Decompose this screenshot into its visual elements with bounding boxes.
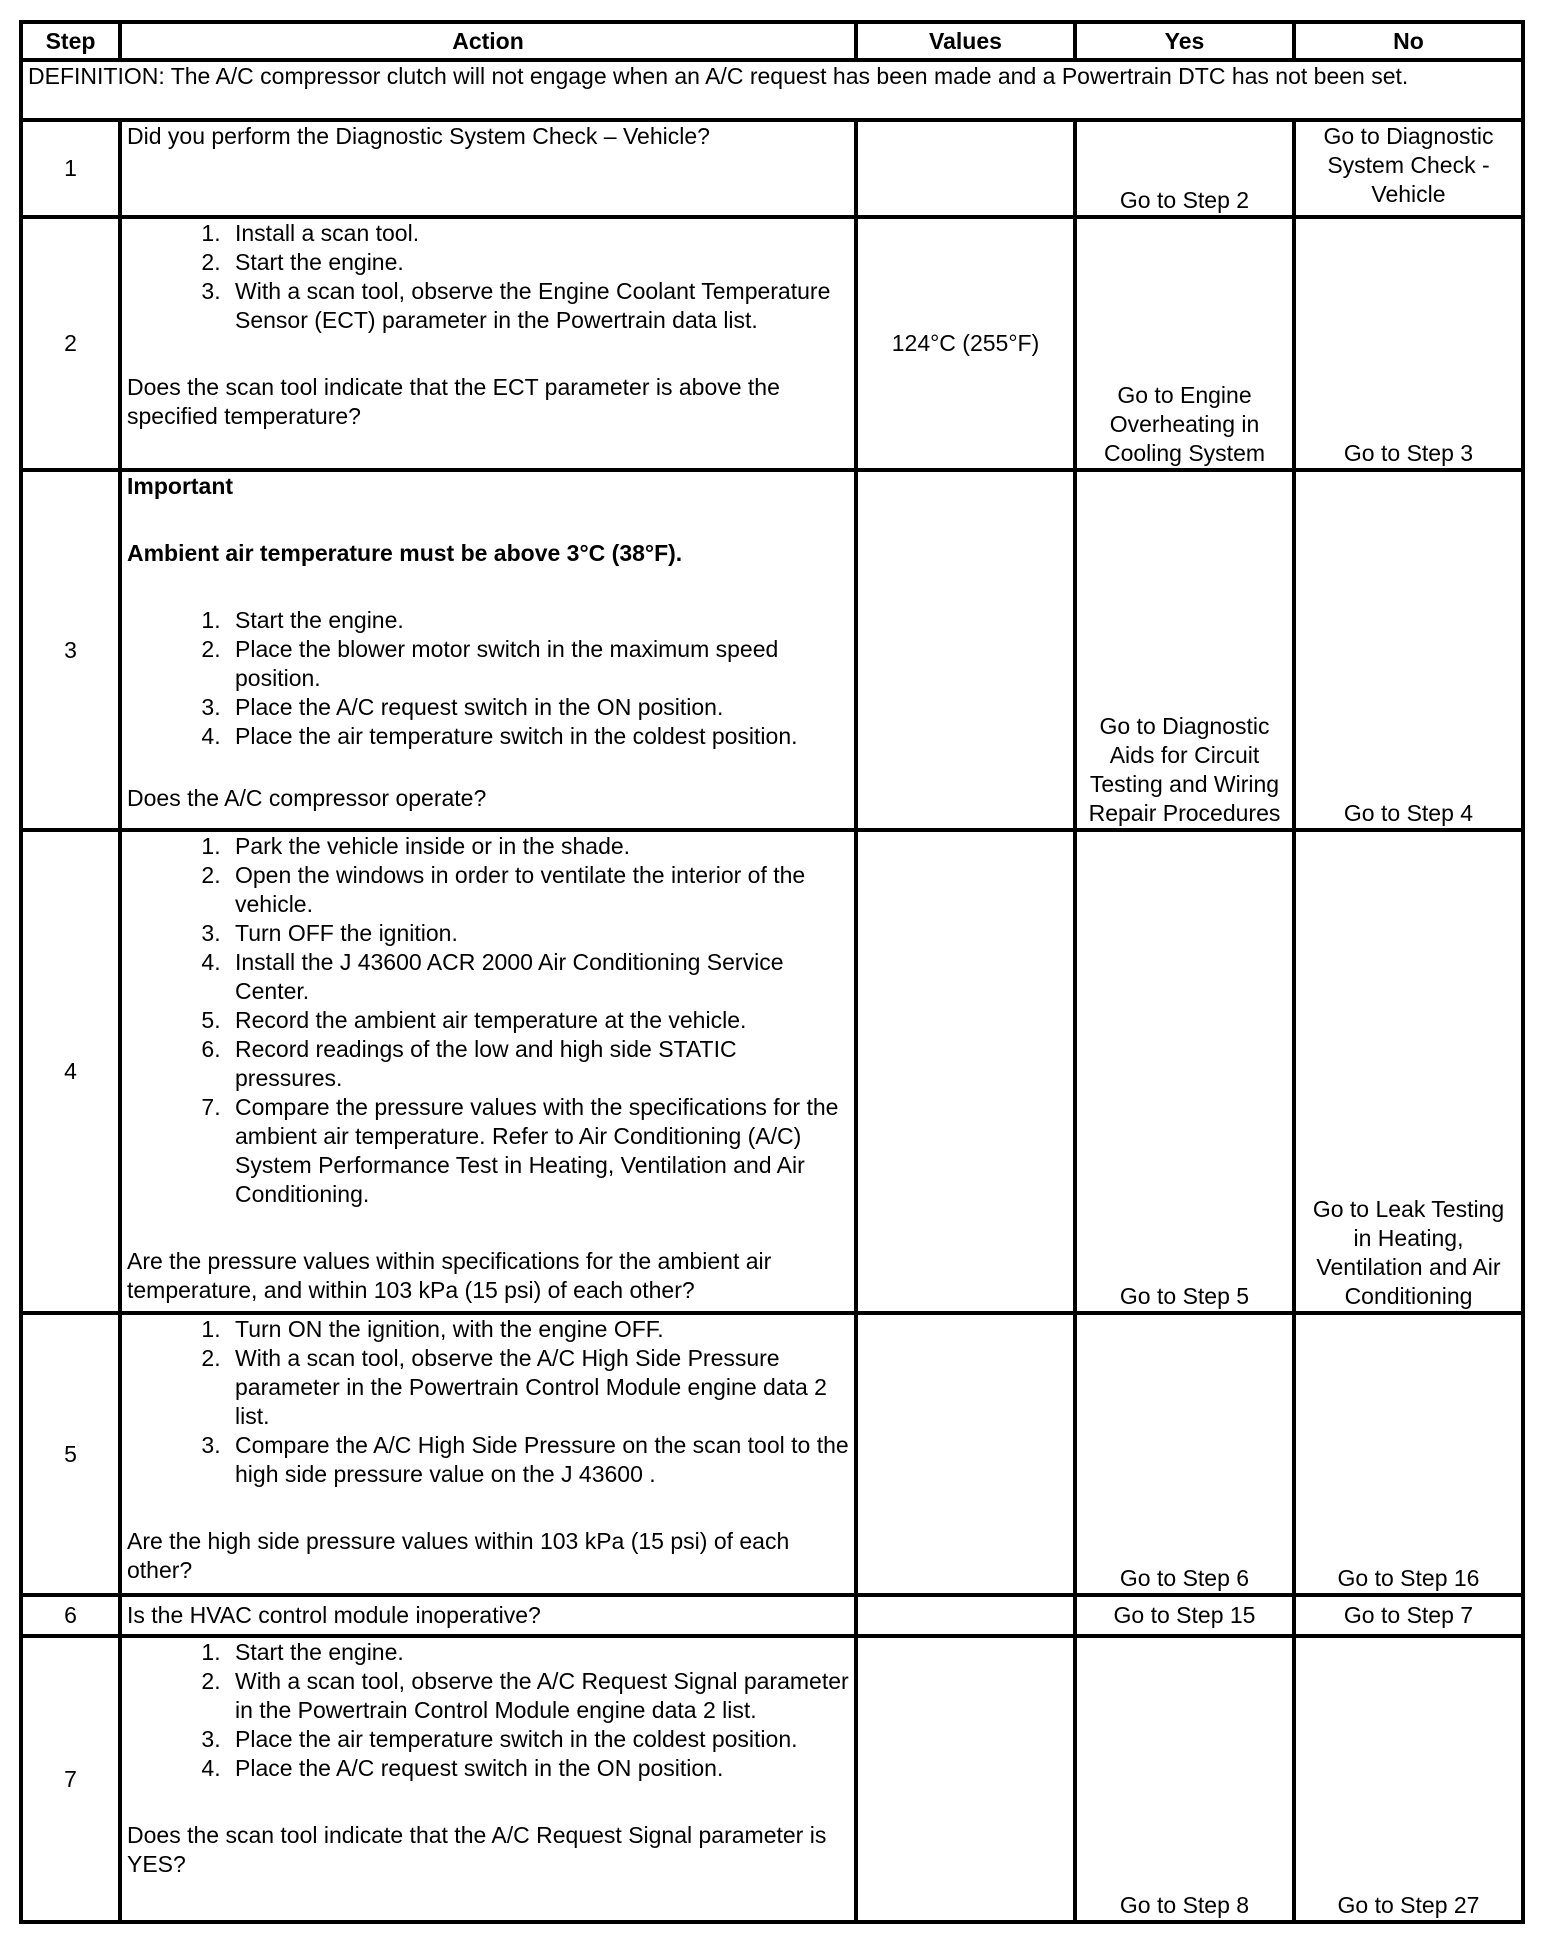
yes-cell: Go to Step 8 [1075,1636,1294,1922]
action-question: Did you perform the Diagnostic System Check – Vehicle? [127,123,710,149]
action-step: 3. Compare the A/C High Side Pressure on the scan tool to the high side pressure value on the J 43600 . [227,1431,849,1489]
action-step: 4. Place the A/C request switch in the ON position. [227,1754,849,1783]
action-steps [127,1638,849,1783]
action-step: 3. Place the air temperature switch in the coldest position. [227,1725,849,1754]
header-values: Values [856,22,1075,60]
action-step: 6. Record readings of the low and high side STATIC pressures. [227,1035,849,1093]
no-cell: Go to Step 4 [1294,470,1523,830]
value-cell [856,1636,1075,1922]
value-cell: 124°C (255°F) [856,217,1075,470]
action-step: 3. With a scan tool, observe the Engine Coolant Temperature Sensor (ECT) parameter in the Powertrain data list. [227,277,849,335]
action-step: 1. Start the engine. [227,1638,849,1667]
action-question: Is the HVAC control module inoperative? [127,1602,541,1628]
yes-cell: Go to Step 2 [1075,120,1294,217]
step-number: 1 [21,120,120,217]
table-row [21,120,1523,217]
no-cell: Go to Step 3 [1294,217,1523,470]
table-row [21,1313,1523,1595]
action-question: Does the scan tool indicate that the ECT parameter is above the specified temperature? [127,374,780,429]
action-cell [120,1595,856,1636]
important-note: Ambient air temperature must be above 3°C (38°F). [127,540,683,566]
action-question: Are the high side pressure values within 103 kPa (15 psi) of each other? [127,1528,790,1583]
header-no: No [1294,22,1523,60]
table-row [21,1595,1523,1636]
action-step: 2. Open the windows in order to ventilate the interior of the vehicle. [227,861,849,919]
step-number: 3 [21,470,120,830]
table-row [21,470,1523,830]
value-cell [856,470,1075,830]
diagnostic-table [19,20,1525,1924]
important-heading: Important [127,473,234,499]
action-step: 7. Compare the pressure values with the specifications for the ambient air temperature. Refer to Air Conditioning (A/C) System Performance Test in Heating, Ventilation and Air Conditioning. [227,1093,849,1209]
step-number: 6 [21,1595,120,1636]
action-cell [120,830,856,1313]
definition-row [21,60,1523,120]
action-step: 1. Install a scan tool. [227,219,849,248]
action-step: 2. Place the blower motor switch in the maximum speed position. [227,635,849,693]
action-cell [120,217,856,470]
header-action: Action [120,22,856,60]
action-cell [120,1313,856,1595]
action-step: 2. With a scan tool, observe the A/C Request Signal parameter in the Powertrain Control Module engine data 2 list. [227,1667,849,1725]
yes-cell: Go to Step 5 [1075,830,1294,1313]
value-cell [856,120,1075,217]
value-cell [856,830,1075,1313]
action-step: 3. Turn OFF the ignition. [227,919,849,948]
action-question: Does the A/C compressor operate? [127,785,487,811]
value-cell [856,1595,1075,1636]
action-step: 2. With a scan tool, observe the A/C High Side Pressure parameter in the Powertrain Control Module engine data 2 list. [227,1344,849,1431]
header-row [21,22,1523,60]
step-number: 4 [21,830,120,1313]
action-steps [127,606,849,751]
yes-cell: Go to Step 6 [1075,1313,1294,1595]
action-question: Does the scan tool indicate that the A/C Request Signal parameter is YES? [127,1822,827,1877]
no-cell: Go to Step 27 [1294,1636,1523,1922]
action-step: 1. Start the engine. [227,606,849,635]
action-question: Are the pressure values within specifications for the ambient air temperature, and within 103 kPa (15 psi) of each other? [127,1248,772,1303]
value-cell [856,1313,1075,1595]
table-row [21,1636,1523,1922]
yes-cell: Go to Step 15 [1075,1595,1294,1636]
header-step: Step [21,22,120,60]
action-steps [127,832,849,1209]
action-cell [120,120,856,217]
yes-cell: Go to Diagnostic Aids for Circuit Testing and Wiring Repair Procedures [1075,470,1294,830]
table-row [21,217,1523,470]
definition-text: DEFINITION: The A/C compressor clutch will not engage when an A/C request has been made and a Powertrain DTC has not been set. [21,60,1523,120]
action-step: 3. Place the A/C request switch in the ON position. [227,693,849,722]
no-cell: Go to Step 16 [1294,1313,1523,1595]
yes-cell: Go to Engine Overheating in Cooling System [1075,217,1294,470]
action-steps [127,219,849,335]
action-step: 2. Start the engine. [227,248,849,277]
action-step: 4. Install the J 43600 ACR 2000 Air Conditioning Service Center. [227,948,849,1006]
no-cell: Go to Step 7 [1294,1595,1523,1636]
no-cell: Go to Diagnostic System Check - Vehicle [1294,120,1523,217]
table-row [21,830,1523,1313]
action-step: 1. Turn ON the ignition, with the engine OFF. [227,1315,849,1344]
action-cell [120,1636,856,1922]
step-number: 7 [21,1636,120,1922]
header-yes: Yes [1075,22,1294,60]
action-cell [120,470,856,830]
no-cell: Go to Leak Testing in Heating, Ventilation and Air Conditioning [1294,830,1523,1313]
step-number: 5 [21,1313,120,1595]
action-steps [127,1315,849,1489]
action-step: 4. Place the air temperature switch in the coldest position. [227,722,849,751]
step-number: 2 [21,217,120,470]
action-step: 5. Record the ambient air temperature at the vehicle. [227,1006,849,1035]
action-step: 1. Park the vehicle inside or in the shade. [227,832,849,861]
